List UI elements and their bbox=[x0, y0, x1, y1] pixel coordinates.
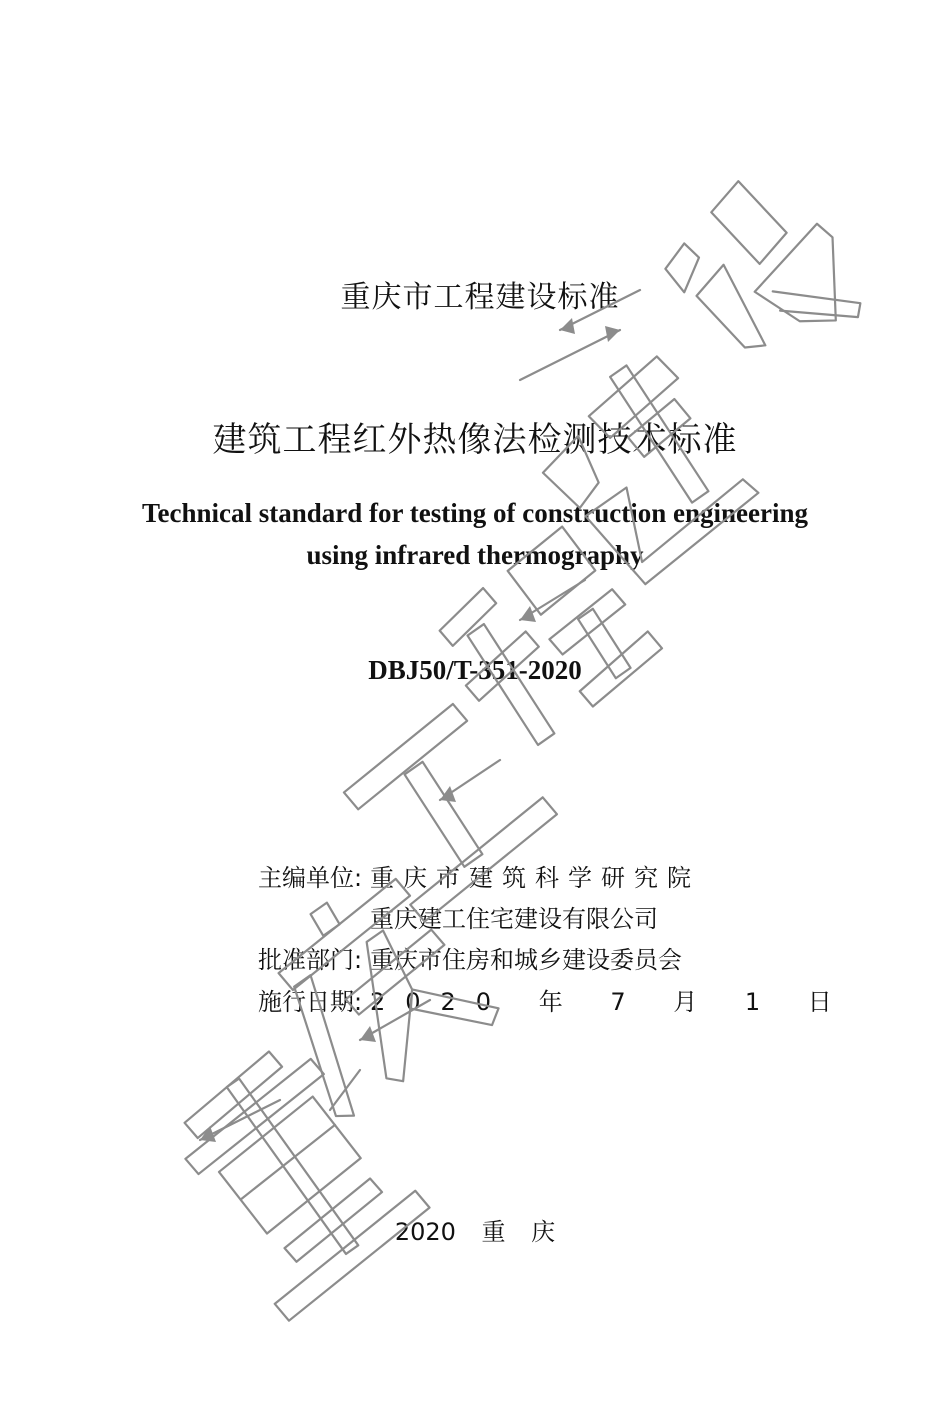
approver-label: 批准部门: bbox=[258, 946, 363, 974]
title-english-line-1: Technical standard for testing of construction engineering bbox=[142, 498, 808, 528]
editor-value-1: 重庆市建筑科学研究院 bbox=[370, 864, 700, 892]
watermark-glyph-zhong bbox=[154, 1027, 436, 1321]
editor-value-2: 重庆建工住宅建设有限公司 bbox=[370, 905, 658, 933]
editor-row-2 bbox=[258, 902, 658, 936]
effective-date-value: 2020 年 7 月 1 日 bbox=[370, 988, 852, 1016]
editor-label: 主编单位: bbox=[258, 864, 363, 892]
effective-date-label: 施行日期: bbox=[258, 988, 363, 1016]
editor-row bbox=[258, 861, 700, 895]
effective-date-row bbox=[258, 985, 852, 1019]
title-english-line-2: using infrared thermography bbox=[306, 540, 644, 570]
standard-code: DBJ50/T-351-2020 bbox=[368, 655, 582, 685]
footer-year-place: 2020 重 庆 bbox=[394, 1218, 556, 1246]
approver-value: 重庆市住房和城乡建设委员会 bbox=[370, 946, 682, 974]
series-title: 重庆市工程建设标准 bbox=[340, 280, 620, 315]
approver-row bbox=[258, 943, 682, 977]
title-chinese: 建筑工程红外热像法检测技术标准 bbox=[212, 420, 738, 460]
